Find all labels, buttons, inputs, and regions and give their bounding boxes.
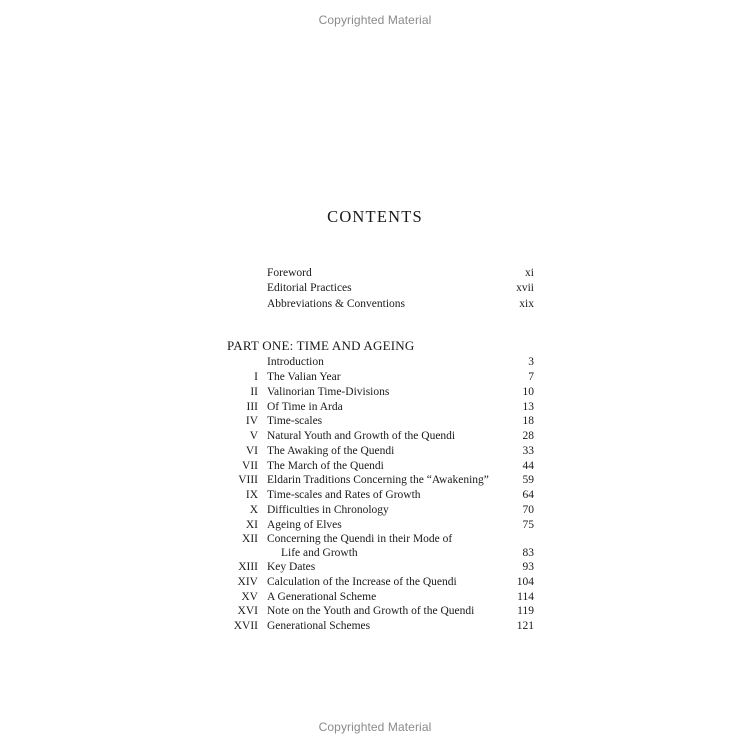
toc-entry-label: Key Dates <box>267 561 316 573</box>
toc-entry <box>0 590 750 605</box>
toc-entry <box>0 429 750 444</box>
toc-entry-number: VIII <box>238 474 258 486</box>
toc-entry-page: 3 <box>528 356 534 368</box>
toc-entry-number: XIII <box>238 561 258 573</box>
toc-entry-page: xix <box>519 298 534 310</box>
toc-entry <box>0 370 750 385</box>
toc-entry-label: Calculation of the Increase of the Quendi <box>267 576 457 588</box>
toc-entry-number: XVII <box>233 620 258 632</box>
toc-entry-label: Introduction <box>267 356 324 368</box>
toc-entry <box>0 503 750 518</box>
toc-entry <box>0 444 750 459</box>
toc-entry <box>0 604 750 619</box>
toc-entry-number: VI <box>245 445 258 457</box>
toc-entry-page: xi <box>525 267 534 279</box>
toc-entry-label: Abbreviations & Conventions <box>267 298 405 310</box>
toc-entry <box>0 473 750 488</box>
toc-entry-number: X <box>249 504 258 516</box>
toc-entry-label: The Valian Year <box>267 371 341 383</box>
toc-entry <box>0 414 750 429</box>
toc-entry <box>0 619 750 634</box>
toc-entry-page: 121 <box>516 620 534 632</box>
toc-entry-label: Ageing of Elves <box>267 519 342 531</box>
toc-entry <box>0 281 750 296</box>
toc-entry <box>0 575 750 590</box>
part-heading: PART ONE: TIME AND AGEING <box>227 338 415 353</box>
toc-entry-number: IX <box>245 489 258 501</box>
toc-entry-page: 93 <box>522 561 534 573</box>
toc-entry-page: 114 <box>517 591 534 603</box>
toc-entry-label: Note on the Youth and Growth of the Quendi <box>267 605 475 617</box>
toc-entry-page: 75 <box>522 519 534 531</box>
toc-entry <box>0 297 750 312</box>
toc-entry-label: Time-scales and Rates of Growth <box>267 489 421 501</box>
toc-entry-number: II <box>250 386 258 398</box>
toc-entry-continued <box>0 546 750 561</box>
toc-entry-label: Generational Schemes <box>267 620 371 632</box>
toc-entry <box>0 355 750 370</box>
toc-entry-page: 119 <box>517 605 534 617</box>
toc-entry-number: III <box>246 401 258 413</box>
toc-entry-page: xvii <box>516 282 534 294</box>
watermark-bottom: Copyrighted Material <box>318 720 432 734</box>
toc-entry <box>0 488 750 503</box>
toc-entry-label: The Awaking of the Quendi <box>267 445 395 457</box>
toc-entry-label: Natural Youth and Growth of the Quendi <box>267 430 456 442</box>
toc-entry <box>0 400 750 415</box>
toc-entry-label: Time-scales <box>267 415 323 427</box>
toc-entry-page: 13 <box>522 401 534 413</box>
toc-entry <box>0 518 750 533</box>
toc-entry-page: 83 <box>522 547 534 559</box>
toc-entry-number: XVI <box>237 605 258 617</box>
toc-entry-number: XI <box>245 519 258 531</box>
toc-entry-label: Concerning the Quendi in their Mode of <box>267 533 453 545</box>
toc-entry-label: Of Time in Arda <box>267 401 343 413</box>
toc-entry-number: VII <box>242 460 258 472</box>
toc-entry-page: 10 <box>522 386 534 398</box>
watermark-top: Copyrighted Material <box>318 13 432 27</box>
toc-entry <box>0 560 750 575</box>
toc-entry-label: Editorial Practices <box>267 282 352 294</box>
toc-entry-page: 70 <box>522 504 534 516</box>
toc-entry-page: 104 <box>516 576 534 588</box>
toc-entry-label: The March of the Quendi <box>267 460 384 472</box>
toc-entry-label-continued: Life and Growth <box>281 547 358 559</box>
toc-entry-label: A Generational Scheme <box>267 591 377 603</box>
toc-entry-label: Valinorian Time-Divisions <box>267 386 390 398</box>
toc-entry-page: 7 <box>528 371 534 383</box>
toc-entry-number: XII <box>242 533 258 545</box>
toc-entry-page: 18 <box>522 415 534 427</box>
toc-entry-number: I <box>254 371 258 383</box>
toc-entry-page: 64 <box>522 489 534 501</box>
toc-entry <box>0 532 750 547</box>
toc-entry-page: 44 <box>522 460 534 472</box>
toc-entry-number: XIV <box>237 576 258 588</box>
toc-entry <box>0 385 750 400</box>
toc-entry <box>0 459 750 474</box>
toc-entry-label: Foreword <box>267 267 312 279</box>
toc-entry-label: Eldarin Traditions Concerning the “Awakening” <box>267 474 489 486</box>
toc-entry <box>0 266 750 281</box>
toc-entry-number: IV <box>245 415 258 427</box>
toc-entry-page: 28 <box>522 430 534 442</box>
contents-title: CONTENTS <box>327 207 423 226</box>
toc-entry-number: XV <box>241 591 258 603</box>
toc-entry-page: 33 <box>522 445 534 457</box>
toc-entry-label: Difficulties in Chronology <box>267 504 389 516</box>
toc-entry-page: 59 <box>522 474 534 486</box>
toc-entry-number: V <box>249 430 258 442</box>
